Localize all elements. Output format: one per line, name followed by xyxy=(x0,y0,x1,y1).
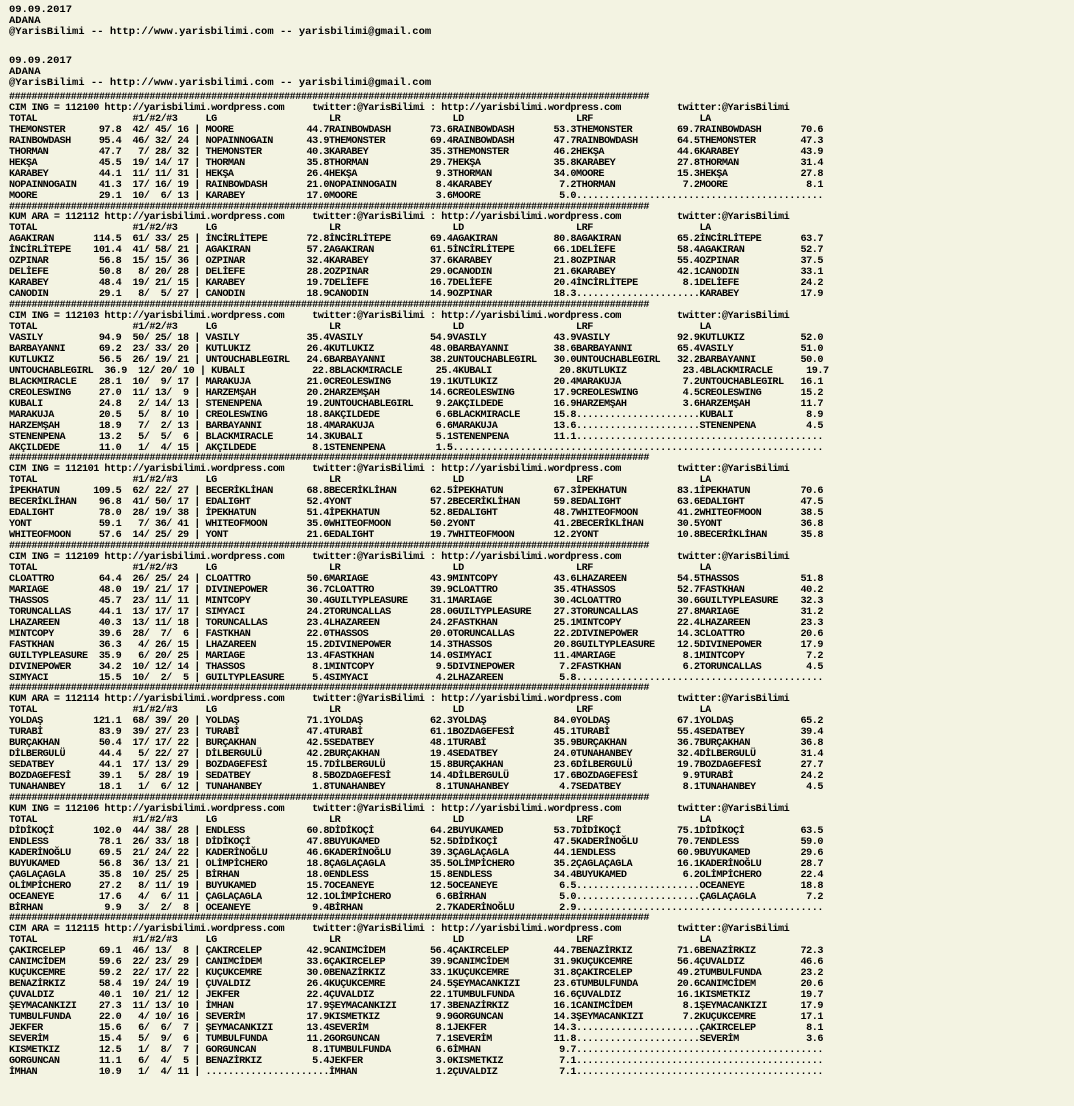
race-ranking-row: KARABEY 48.4 19/ 21/ 15 | KARABEY 19.7DELİEFE 16.7DELİEFE 20.4İNCİRLİTEPE 8.1DELİEFE 24.2 xyxy=(9,278,823,290)
race-ranking-row: KADERİNOĞLU 69.5 21/ 24/ 22 | KADERİNOĞLU 46.6KADERİNOĞLU 39.3ÇAGLAÇAGLA 44.1ENDLESS 60.9BUYUKAMED 29.6 xyxy=(9,847,823,859)
race-ranking-row: AGAKIRAN 114.5 61/ 33/ 25 | İNCİRLİTEPE 72.8İNCİRLİTEPE 69.4AGAKIRAN 80.8AGAKIRAN 65.2İNCİRLİTEPE 63.7 xyxy=(9,234,823,246)
report-header-repeat xyxy=(9,56,1074,89)
column-label-row: TOTAL #1/#2/#3 LG LR LD LRF LA xyxy=(9,322,711,334)
race-ranking-row: İPEKHATUN 109.5 62/ 22/ 27 | BECERİKLİHAN 68.8BECERİKLİHAN 62.5İPEKHATUN 67.3İPEKHATUN 83.1İPEKHATUN 70.6 xyxy=(9,486,823,498)
race-ranking-row: BURÇAKHAN 50.4 17/ 17/ 22 | BURÇAKHAN 42.5SEDATBEY 48.1TURABİ 35.9BURÇAKHAN 36.7BURÇAKHAN 36.8 xyxy=(9,738,823,750)
race-section-title: CIM ING = 112101 http://yarisbilimi.wordpress.com twitter:@YarisBilimi : http://yarisbilimi.wordpress.com twitter:@YarisBilimi xyxy=(9,464,790,476)
section-separator: ################################################################################################################## xyxy=(9,92,649,103)
race-ranking-row: MARIAGE 48.0 19/ 21/ 17 | DIVINEPOWER 36.7CLOATTRO 39.9CLOATTRO 35.4THASSOS 52.7FASTKHAN 40.2 xyxy=(9,584,823,596)
race-ranking-row: AKÇILDEDE 11.0 1/ 4/ 15 | AKÇILDEDE 8.1STENENPENA 1.5.................................................................. xyxy=(9,442,823,454)
section-separator: ################################################################################################################## xyxy=(9,793,649,804)
race-ranking-row: LHAZAREEN 40.3 13/ 11/ 18 | TORUNCALLAS 23.4LHAZAREEN 24.2FASTKHAN 25.1MINTCOPY 22.4LHAZAREEN 23.3 xyxy=(9,617,823,629)
column-label-row: TOTAL #1/#2/#3 LG LR LD LRF LA xyxy=(9,113,711,125)
race-ranking-row: BARBAYANNI 69.2 23/ 33/ 20 | KUTLUKIZ 26.4KUTLUKIZ 48.0BARBAYANNI 38.6BARBAYANNI 65.4VASILY 51.0 xyxy=(9,343,823,355)
race-section-title: KUM ING = 112106 http://yarisbilimi.wordpress.com twitter:@YarisBilimi : http://yarisbilimi.wordpress.com twitter:@YarisBilimi xyxy=(9,803,790,815)
race-ranking-row: HEKŞA 45.5 19/ 14/ 17 | THORMAN 35.8THORMAN 29.7HEKŞA 35.8KARABEY 27.8THORMAN 31.4 xyxy=(9,157,823,169)
race-ranking-row: ENDLESS 78.1 26/ 33/ 18 | DİDİKOÇİ 47.8BUYUKAMED 52.5DİDİKOÇİ 47.5KADERİNOĞLU 70.7ENDLESS 59.0 xyxy=(9,836,823,848)
section-separator: ################################################################################################################## xyxy=(9,913,649,925)
race-ranking-row: EDALIGHT 78.0 28/ 19/ 38 | İPEKHATUN 51.4İPEKHATUN 52.8EDALIGHT 48.7WHITEOFMOON 41.2WHITEOFMOON 38.5 xyxy=(9,508,823,520)
column-label-row: TOTAL #1/#2/#3 LG LR LD LRF LA xyxy=(9,814,711,826)
race-ranking-row: HARZEMŞAH 18.9 7/ 2/ 13 | BARBAYANNI 18.4MARAKUJA 6.6MARAKUJA 13.6......................STENENPENA 4.5 xyxy=(9,420,823,432)
section-separator: ################################################################################################################## xyxy=(9,683,649,695)
race-ranking-row: SIMYACI 15.5 10/ 2/ 5 | GUILTYPLEASURE 5.4SIMYACI 4.2LHAZAREEN 5.8............................................ xyxy=(9,672,823,684)
race-ranking-row: TUMBULFUNDA 22.0 4/ 10/ 16 | SEVERİM 17.9KISMETKIZ 9.9GORGUNCAN 14.3ŞEYMACANKIZI 7.2KUÇUKCEMRE 17.1 xyxy=(9,1012,823,1024)
race-ranking-row: DİLBERGULÜ 44.4 5/ 22/ 27 | DİLBERGULÜ 42.2BURÇAKHAN 19.4SEDATBEY 24.0TUNAHANBEY 32.4DİLBERGULÜ 31.4 xyxy=(9,749,823,761)
race-ranking-row: ŞEYMACANKIZI 27.3 11/ 13/ 10 | İMHAN 17.9ŞEYMACANKIZI 17.3BENAZİRKIZ 16.1CANIMCİDEM 8.1ŞEYMACANKIZI 17.9 xyxy=(9,1001,823,1013)
section-separator: ################################################################################################################## xyxy=(9,541,649,553)
race-ranking-row: KISMETKIZ 12.5 1/ 8/ 7 | GORGUNCAN 8.1TUMBULFUNDA 6.6İMHAN 9.7............................................ xyxy=(9,1044,823,1056)
race-ranking-row: ÇUVALDIZ 40.1 10/ 21/ 12 | JEKFER 22.4ÇUVALDIZ 22.1TUMBULFUNDA 16.6ÇUVALDIZ 16.1KISMETKIZ 19.7 xyxy=(9,990,823,1002)
race-ranking-row: SEVERİM 15.4 5/ 9/ 6 | TUMBULFUNDA 11.2GORGUNCAN 7.1SEVERİM 11.8......................SEVERİM 3.6 xyxy=(9,1033,823,1045)
column-label-row: TOTAL #1/#2/#3 LG LR LD LRF LA xyxy=(9,562,711,574)
race-ranking-row: STENENPENA 13.2 5/ 5/ 6 | BLACKMIRACLE 14.3KUBALI 5.1STENENPENA 11.1............................................ xyxy=(9,431,823,443)
race-ranking-row: BOZDAGEFESİ 39.1 5/ 28/ 19 | SEDATBEY 8.5BOZDAGEFESİ 14.4DİLBERGULÜ 17.6BOZDAGEFESİ 9.9TURABİ 24.2 xyxy=(9,771,823,783)
race-section-title: KUM ARA = 112114 http://yarisbilimi.wordpress.com twitter:@YarisBilimi : http://yarisbilimi.wordpress.com twitter:@YarisBilimi xyxy=(9,694,790,706)
report-header xyxy=(9,5,1074,38)
race-ranking-row: BENAZİRKIZ 58.4 19/ 24/ 19 | ÇUVALDIZ 26.4KUÇUKCEMRE 24.5ŞEYMACANKIZI 23.6TUMBULFUNDA 20.6CANIMCİDEM 20.6 xyxy=(9,979,823,991)
race-ranking-row: CREOLESWING 27.0 11/ 13/ 9 | HARZEMŞAH 20.2HARZEMŞAH 14.6CREOLESWING 17.9CREOLESWING 4.5CREOLESWING 15.2 xyxy=(9,387,823,399)
race-ranking-row: JEKFER 15.6 6/ 6/ 7 | ŞEYMACANKIZI 13.4SEVERİM 8.1JEKFER 14.3......................ÇAKIRCELEP 8.1 xyxy=(9,1023,823,1035)
race-section-title: CIM ING = 112109 http://yarisbilimi.wordpress.com twitter:@YarisBilimi : http://yarisbilimi.wordpress.com twitter:@YarisBilimi xyxy=(9,552,790,564)
race-ranking-row: BECERİKLİHAN 96.8 41/ 50/ 17 | EDALIGHT 52.4YONT 57.2BECERİKLİHAN 59.8EDALIGHT 63.6EDALIGHT 47.5 xyxy=(9,497,823,509)
report-contact: @YarisBilimi -- http://www.yarisbilimi.com -- yarisbilimi@gmail.com xyxy=(9,26,432,38)
race-ranking-row: BLACKMIRACLE 28.1 10/ 9/ 17 | MARAKUJA 21.0CREOLESWING 19.1KUTLUKIZ 20.4MARAKUJA 7.2UNTOUCHABLEGIRL 16.1 xyxy=(9,376,823,388)
race-ranking-row: TUNAHANBEY 18.1 1/ 6/ 12 | TUNAHANBEY 1.8TUNAHANBEY 8.1TUNAHANBEY 4.7SEDATBEY 8.1TUNAHANBEY 4.5 xyxy=(9,782,823,794)
race-ranking-row: DELİEFE 50.8 8/ 20/ 28 | DELİEFE 28.2OZPINAR 29.0CANODIN 21.6KARABEY 42.1CANODIN 33.1 xyxy=(9,267,823,279)
race-ranking-row: RAINBOWDASH 95.4 46/ 32/ 24 | NOPAINNOGAIN 43.9THEMONSTER 69.4RAINBOWDASH 47.7RAINBOWDASH 64.5THEMONSTER 47.3 xyxy=(9,135,823,147)
section-separator: ################################################################################################################## xyxy=(9,300,649,312)
race-ranking-row: ÇAGLAÇAGLA 35.8 10/ 25/ 25 | BİRHAN 18.0ENDLESS 15.8ENDLESS 34.4BUYUKAMED 6.2OLİMPİCHERO 22.4 xyxy=(9,869,823,881)
race-ranking-row: DİDİKOÇİ 102.0 44/ 38/ 28 | ENDLESS 60.8DİDİKOÇİ 64.2BUYUKAMED 53.7DİDİKOÇİ 75.1DİDİKOÇİ 63.5 xyxy=(9,825,823,837)
section-separator: ################################################################################################################## xyxy=(9,453,649,465)
race-ranking-row: TORUNCALLAS 44.1 13/ 17/ 17 | SIMYACI 24.2TORUNCALLAS 28.0GUILTYPLEASURE 27.3TORUNCALLAS 27.8MARIAGE 31.2 xyxy=(9,606,823,618)
race-ranking-row: KUBALI 24.8 2/ 14/ 13 | STENENPENA 19.2UNTOUCHABLEGIRL 9.2AKÇILDEDE 16.9HARZEMŞAH 3.6HARZEMŞAH 11.7 xyxy=(9,398,823,410)
race-ranking-row: CLOATTRO 64.4 26/ 25/ 24 | CLOATTRO 50.6MARIAGE 43.9MINTCOPY 43.6LHAZAREEN 54.5THASSOS 51.8 xyxy=(9,573,823,585)
race-ranking-row: OZPINAR 56.8 15/ 15/ 36 | OZPINAR 32.4KARABEY 37.6KARABEY 21.8OZPINAR 55.4OZPINAR 37.5 xyxy=(9,256,823,268)
race-ranking-row: GORGUNCAN 11.1 6/ 4/ 5 | BENAZİRKIZ 5.4JEKFER 3.0KISMETKIZ 7.1............................................ xyxy=(9,1055,823,1067)
race-ranking-row: VASILY 94.9 50/ 25/ 18 | VASILY 35.4VASILY 54.9VASILY 43.9VASILY 92.9KUTLUKIZ 52.0 xyxy=(9,332,823,344)
report-contact-repeat: @YarisBilimi -- http://www.yarisbilimi.com -- yarisbilimi@gmail.com xyxy=(9,77,432,89)
race-ranking-row: UNTOUCHABLEGIRL 36.9 12/ 20/ 10 | KUBALI 22.8BLACKMIRACLE 25.4KUBALI 20.8KUTLUKIZ 23.4BLACKMIRACLE 19.7 xyxy=(9,365,829,377)
race-ranking-row: MARAKUJA 20.5 5/ 8/ 10 | CREOLESWING 18.8AKÇILDEDE 6.6BLACKMIRACLE 15.8......................KUBALI 8.9 xyxy=(9,409,823,421)
race-ranking-row: THASSOS 45.7 23/ 11/ 11 | MINTCOPY 30.4GUILTYPLEASURE 31.1MARIAGE 30.4CLOATTRO 30.6GUILTYPLEASURE 32.3 xyxy=(9,595,823,607)
race-section-title: CIM ING = 112100 http://yarisbilimi.wordpress.com twitter:@YarisBilimi : http://yarisbilimi.wordpress.com twitter:@YarisBilimi xyxy=(9,102,790,114)
race-ranking-row: FASTKHAN 36.3 4/ 26/ 15 | LHAZAREEN 15.2DIVINEPOWER 14.3THASSOS 20.8GUILTYPLEASURE 12.5DIVINEPOWER 17.9 xyxy=(9,639,823,651)
report-date-repeat: 09.09.2017 xyxy=(9,55,73,67)
race-ranking-row: OCEANEYE 17.6 4/ 6/ 11 | ÇAGLAÇAGLA 12.1OLİMPİCHERO 6.6BİRHAN 5.0......................ÇAGLAÇAGLA 7.2 xyxy=(9,891,823,903)
race-ranking-row: THORMAN 47.7 7/ 28/ 32 | THEMONSTER 40.3KARABEY 35.3THEMONSTER 46.2HEKŞA 44.6KARABEY 43.9 xyxy=(9,146,823,158)
column-label-row: TOTAL #1/#2/#3 LG LR LD LRF LA xyxy=(9,223,711,235)
race-ranking-row: KUTLUKIZ 56.5 26/ 19/ 21 | UNTOUCHABLEGIRL 24.6BARBAYANNI 38.2UNTOUCHABLEGIRL 30.0UNTOUCHABLEGIRL 32.2BARBAYANNI 50.0 xyxy=(9,354,823,366)
race-ranking-row: BİRHAN 9.9 3/ 2/ 8 | OCEANEYE 9.4BİRHAN 2.7KADERİNOĞLU 2.9............................................ xyxy=(9,902,823,914)
race-section-title: CIM ING = 112103 http://yarisbilimi.wordpress.com twitter:@YarisBilimi : http://yarisbilimi.wordpress.com twitter:@YarisBilimi xyxy=(9,311,790,323)
race-ranking-row: YOLDAŞ 121.1 68/ 39/ 20 | YOLDAŞ 71.1YOLDAŞ 62.3YOLDAŞ 84.0YOLDAŞ 67.1YOLDAŞ 65.2 xyxy=(9,716,823,728)
section-separator: ################################################################################################################## xyxy=(9,201,649,213)
column-label-row: TOTAL #1/#2/#3 LG LR LD LRF LA xyxy=(9,475,711,487)
race-ranking-row: KUÇUKCEMRE 59.2 22/ 17/ 22 | KUÇUKCEMRE 30.0BENAZİRKIZ 33.1KUÇUKCEMRE 31.8ÇAKIRCELEP 49.2TUMBULFUNDA 23.2 xyxy=(9,968,823,980)
race-ranking-row: CANODIN 29.1 8/ 5/ 27 | CANODIN 18.9CANODIN 14.9OZPINAR 18.3......................KARABEY 17.9 xyxy=(9,289,823,301)
race-ranking-row: CANIMCİDEM 59.6 22/ 23/ 29 | CANIMCİDEM 33.6ÇAKIRCELEP 39.9CANIMCİDEM 31.9KUÇUKCEMRE 56.4ÇUVALDIZ 46.6 xyxy=(9,957,823,969)
race-section-title: CIM ARA = 112115 http://yarisbilimi.wordpress.com twitter:@YarisBilimi : http://yarisbilimi.wordpress.com twitter:@YarisBilimi xyxy=(9,924,790,936)
race-ranking-row: THEMONSTER 97.8 42/ 45/ 16 | MOORE 44.7RAINBOWDASH 73.6RAINBOWDASH 53.3THEMONSTER 69.7RAINBOWDASH 70.6 xyxy=(9,124,823,136)
race-section-title: KUM ARA = 112112 http://yarisbilimi.wordpress.com twitter:@YarisBilimi : http://yarisbilimi.wordpress.com twitter:@YarisBilimi xyxy=(9,212,790,224)
race-ranking-row: BUYUKAMED 56.8 36/ 13/ 21 | OLİMPİCHERO 18.8ÇAGLAÇAGLA 35.5OLİMPİCHERO 35.2ÇAGLAÇAGLA 16.1KADERİNOĞLU 28.7 xyxy=(9,858,823,870)
race-ranking-row: GUILTYPLEASURE 35.9 6/ 20/ 25 | MARIAGE 13.4FASTKHAN 14.0SIMYACI 11.4MARIAGE 8.1MINTCOPY 7.2 xyxy=(9,650,823,662)
report-date: 09.09.2017 xyxy=(9,4,73,16)
report-city: ADANA xyxy=(9,15,41,27)
race-ranking-row: KARABEY 44.1 11/ 11/ 31 | HEKŞA 26.4HEKŞA 9.3THORMAN 34.0MOORE 15.3HEKŞA 27.8 xyxy=(9,168,823,180)
race-ranking-row: ÇAKIRCELEP 69.1 46/ 13/ 8 | ÇAKIRCELEP 42.9CANIMCİDEM 56.4ÇAKIRCELEP 44.7BENAZİRKIZ 71.6BENAZİRKIZ 72.3 xyxy=(9,946,823,958)
race-ranking-row: DIVINEPOWER 34.2 10/ 12/ 14 | THASSOS 8.1MINTCOPY 9.5DIVINEPOWER 7.2FASTKHAN 6.2TORUNCALLAS 4.5 xyxy=(9,661,823,673)
race-ranking-row: TURABİ 83.9 39/ 27/ 23 | TURABİ 47.4TURABİ 61.1BOZDAGEFESİ 45.1TURABİ 55.4SEDATBEY 39.4 xyxy=(9,727,823,739)
race-ranking-row: WHITEOFMOON 57.6 14/ 25/ 29 | YONT 21.6EDALIGHT 19.7WHITEOFMOON 12.2YONT 10.8BECERİKLİHAN 35.8 xyxy=(9,530,823,542)
race-ranking-row: MOORE 29.1 10/ 6/ 13 | KARABEY 17.0MOORE 3.6MOORE 5.0............................................ xyxy=(9,190,823,202)
race-ranking-row: İMHAN 10.9 1/ 4/ 11 | ......................İMHAN 1.2ÇUVALDIZ 7.1............................................ xyxy=(9,1066,823,1078)
report-city-repeat: ADANA xyxy=(9,66,41,78)
race-ranking-row: MINTCOPY 39.6 28/ 7/ 6 | FASTKHAN 22.0THASSOS 20.0TORUNCALLAS 22.2DIVINEPOWER 14.3CLOATTRO 20.6 xyxy=(9,628,823,640)
race-ranking-row: YONT 59.1 7/ 36/ 41 | WHITEOFMOON 35.0WHITEOFMOON 50.2YONT 41.2BECERİKLİHAN 30.5YONT 36.8 xyxy=(9,519,823,531)
race-ranking-row: İNCİRLİTEPE 101.4 41/ 58/ 21 | AGAKIRAN 57.2AGAKIRAN 61.5İNCİRLİTEPE 66.1DELİEFE 58.4AGAKIRAN 52.7 xyxy=(9,245,823,257)
race-ranking-row: OLİMPİCHERO 27.2 8/ 11/ 19 | BUYUKAMED 15.7OCEANEYE 12.5OCEANEYE 6.5......................OCEANEYE 18.8 xyxy=(9,880,823,892)
race-ranking-row: SEDATBEY 44.1 17/ 13/ 29 | BOZDAGEFESİ 15.7DİLBERGULÜ 15.8BURÇAKHAN 23.6DİLBERGULÜ 19.7BOZDAGEFESİ 27.7 xyxy=(9,760,823,772)
race-ranking-row: NOPAINNOGAIN 41.3 17/ 16/ 19 | RAINBOWDASH 21.0NOPAINNOGAIN 8.4KARABEY 7.2THORMAN 7.2MOORE 8.1 xyxy=(9,179,823,191)
race-rankings-report xyxy=(9,93,1074,1079)
column-label-row: TOTAL #1/#2/#3 LG LR LD LRF LA xyxy=(9,935,711,947)
column-label-row: TOTAL #1/#2/#3 LG LR LD LRF LA xyxy=(9,705,711,717)
